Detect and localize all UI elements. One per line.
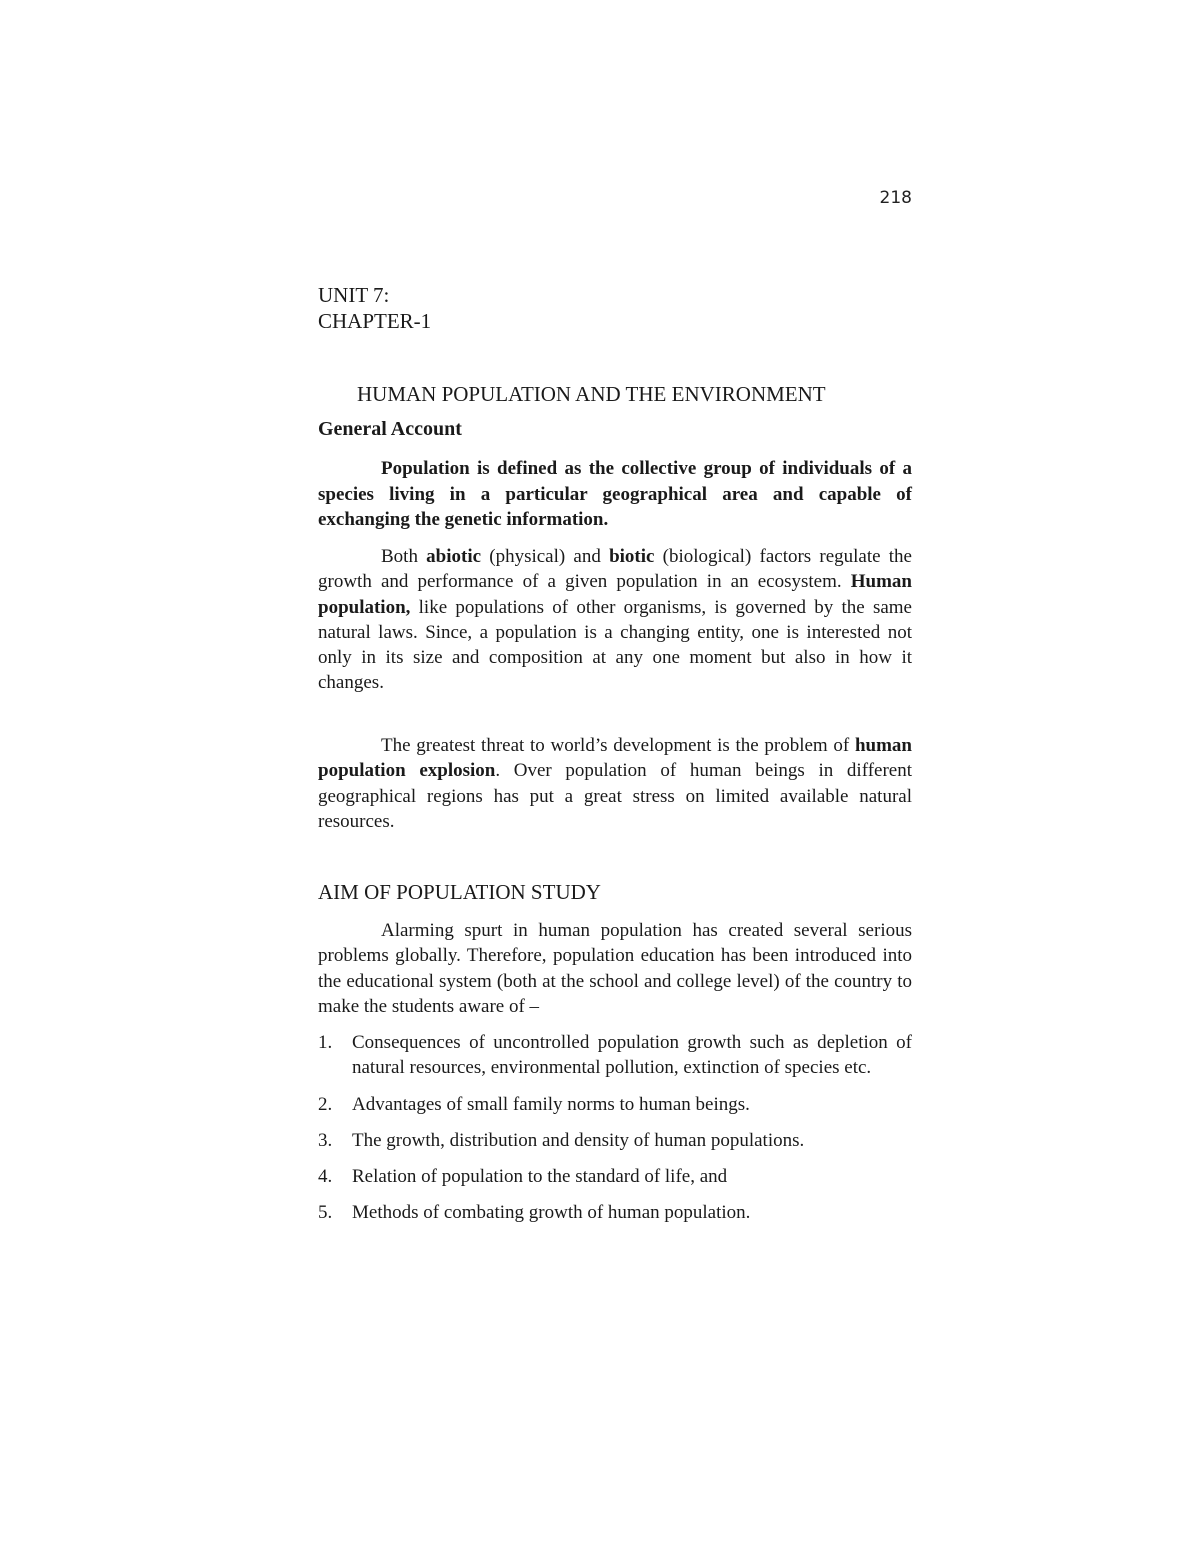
list-item-text: The growth, distribution and density of human populations.: [352, 1129, 805, 1151]
list-number: 4.: [318, 1166, 333, 1188]
bold-term-biotic: biotic: [609, 546, 655, 567]
bold-term-abiotic: abiotic: [426, 546, 482, 567]
list-item: [318, 1164, 912, 1189]
bold-term-human-population: Human population,: [318, 571, 912, 618]
aim-intro-paragraph: [318, 918, 912, 1019]
chapter-label: CHAPTER-1: [318, 309, 432, 333]
list-item-text: Methods of combating growth of human population.: [352, 1202, 751, 1224]
paragraph-text: (physical) and: [481, 546, 610, 567]
paragraph-text: Alarming spurt in human population has created several serious problems globally. Therefore, population education has been introduced into the educational system (both at the school and college level) of the country to make the students aware of –: [318, 920, 912, 1017]
list-number: 5.: [318, 1202, 333, 1224]
list-number: 1.: [318, 1032, 333, 1053]
paragraph-text: The greatest threat to world’s development is the problem of: [381, 735, 855, 756]
page-number: 218: [879, 188, 912, 208]
list-item-text: Consequences of uncontrolled population growth such as depletion of natural resources, environmental pollution, extinction of species etc.: [352, 1032, 912, 1079]
bold-term-population-explosion: human population explosion: [318, 735, 912, 782]
list-item: [318, 1030, 912, 1081]
chapter-title: HUMAN POPULATION AND THE ENVIRONMENT: [357, 382, 826, 406]
unit-label: UNIT 7:: [318, 283, 390, 307]
unit-chapter-block: [318, 282, 431, 334]
paragraph-text: Both: [381, 546, 427, 567]
definition-text: Population is defined as the collective group of individuals of a species living in a particular geographical area and capable of exchanging the genetic information.: [318, 458, 912, 530]
list-number: 3.: [318, 1129, 333, 1151]
general-account-heading: General Account: [318, 418, 462, 440]
paragraph-text: (biological) factors regulate the growth and performance of a given population in an ecosystem.: [318, 546, 912, 593]
factors-paragraph: [318, 544, 912, 696]
list-item: [318, 1200, 912, 1225]
aim-heading: AIM OF POPULATION STUDY: [318, 880, 601, 904]
paragraph-text: . Over population of human beings in different geographical regions has put a great stress on limited available natural resources.: [318, 760, 912, 832]
paragraph-text: like populations of other organisms, is governed by the same natural laws. Since, a population is a changing entity, one is interested not only in its size and composition at any one moment but also in how it changes.: [318, 596, 912, 694]
aims-list: [318, 1030, 912, 1226]
list-item: [318, 1092, 912, 1117]
list-number: 2.: [318, 1093, 333, 1115]
list-item-text: Relation of population to the standard of life, and: [352, 1166, 728, 1188]
threat-paragraph: [318, 733, 912, 834]
list-item: [318, 1128, 912, 1153]
list-item-text: Advantages of small family norms to human beings.: [352, 1093, 750, 1115]
definition-paragraph: [318, 456, 912, 533]
